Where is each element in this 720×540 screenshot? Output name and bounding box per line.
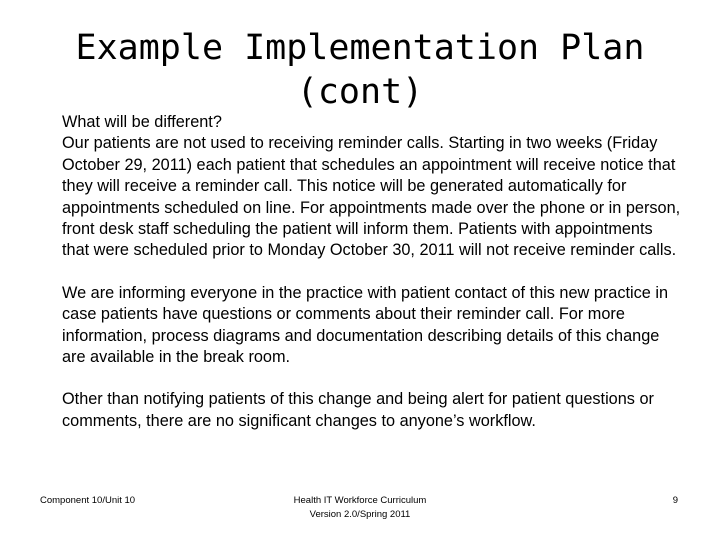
footer-curriculum-line-1: Health IT Workforce Curriculum	[293, 495, 427, 506]
slide-title-line-2: (cont)	[296, 72, 424, 112]
footer-component: Component 10/Unit 10	[40, 495, 136, 506]
slide-body	[62, 112, 684, 432]
paragraph-reminder-calls: Our patients are not used to receiving reminder calls. Starting in two weeks (Friday October 29, 2011) each patient that schedules an appointment will receive notice that they will receive a reminder call. This notice will be generated automatically for appointments scheduled on line. For appointments made over the phone or in person, front desk staff scheduling the patient will inform them. Patients with appointments that were scheduled prior to Monday October 30, 2011 will not receive reminder calls.	[62, 134, 681, 260]
paragraph-informing-staff: We are informing everyone in the practice with patient contact of this new practice in case patients have questions or comments about their reminder call. For more information, process diagrams and documentation describing details of this change are available in the break room.	[62, 283, 669, 367]
slide-title-line-1: Example Implementation Plan	[75, 28, 645, 68]
slide-title	[40, 26, 680, 114]
footer-curriculum	[240, 494, 480, 522]
paragraph-workflow: Other than notifying patients of this change and being alert for patient questions or comments, there are no significant changes to anyone’s workflow.	[62, 390, 654, 430]
page-number: 9	[672, 495, 678, 506]
footer-curriculum-line-2: Version 2.0/Spring 2011	[309, 509, 411, 520]
section-heading: What will be different?	[62, 113, 222, 131]
